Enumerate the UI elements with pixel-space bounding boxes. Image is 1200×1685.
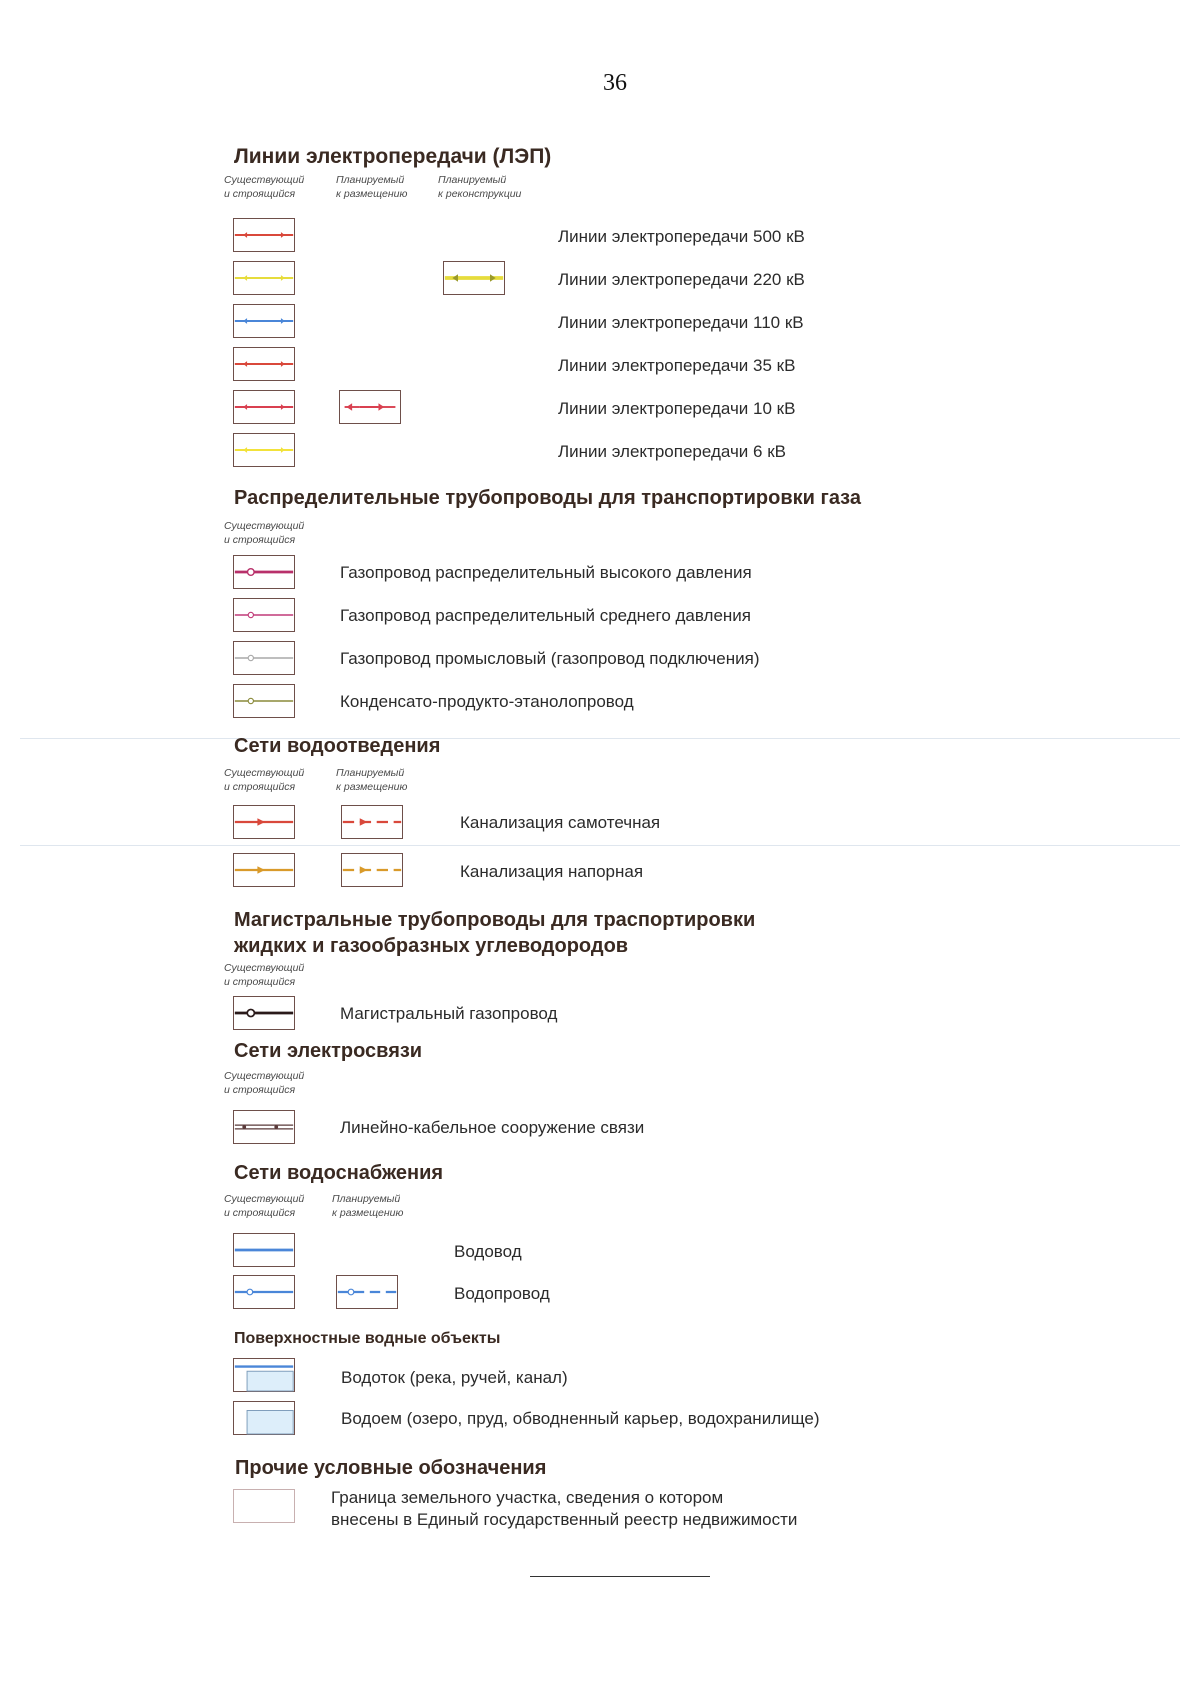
condensate-pipeline-symbol	[233, 684, 295, 718]
section-title-other: Прочие условные обозначения	[235, 1457, 547, 1479]
section-title-power: Линии электропередачи (ЛЭП)	[234, 145, 552, 168]
main-gas-pipeline-label: Магистральный газопровод	[340, 1004, 558, 1023]
power-220kv-reconstruction-symbol	[443, 261, 505, 295]
power-220kv-label: Линии электропередачи 220 кВ	[558, 270, 805, 289]
section-title-surface-water: Поверхностные водные объекты	[234, 1330, 501, 1347]
gas-high-pressure-symbol	[233, 555, 295, 589]
main-gas-pipeline-symbol	[233, 996, 295, 1030]
sewer-pressure-label: Канализация напорная	[460, 862, 644, 881]
power-10kv-existing-symbol	[233, 390, 295, 424]
col-header-existing: Существующий и строящийся	[224, 520, 305, 546]
water-pipe-existing-symbol	[233, 1275, 295, 1309]
gas-mid-pressure-label: Газопровод распределительный среднего давления	[340, 606, 751, 625]
power-10kv-planned-symbol	[339, 390, 401, 424]
watercourse-label: Водоток (река, ручей, канал)	[341, 1368, 568, 1387]
col-header-planned: Планируемый к размещению	[336, 767, 408, 793]
col-header-existing: Существующий и строящийся	[224, 767, 305, 793]
water-body-label: Водоем (озеро, пруд, обводненный карьер, водохранилище)	[341, 1409, 820, 1428]
col-header-existing: Существующий и строящийся	[224, 174, 305, 200]
section-title-sewer: Сети водоотведения	[234, 735, 441, 757]
section-title-main-pipelines-line2: жидких и газообразных углеводородов	[234, 935, 629, 957]
power-500kv-existing-symbol	[233, 218, 295, 252]
sewer-pressure-existing-symbol	[233, 853, 295, 887]
power-6kv-existing-symbol	[233, 433, 295, 467]
sewer-pressure-planned-symbol	[341, 853, 403, 887]
gas-high-pressure-label: Газопровод распределительный высокого давления	[340, 563, 752, 582]
page-number: 36	[603, 70, 627, 96]
gas-mid-pressure-symbol	[233, 598, 295, 632]
col-header-existing: Существующий и строящийся	[224, 1193, 305, 1219]
condensate-pipeline-label: Конденсато-продукто-этанолопровод	[340, 692, 634, 711]
power-10kv-label: Линии электропередачи 10 кВ	[558, 399, 796, 418]
section-title-telecom: Сети электросвязи	[234, 1040, 423, 1062]
power-110kv-existing-symbol	[233, 304, 295, 338]
water-pipe-label: Водопровод	[454, 1284, 550, 1303]
col-header-existing: Существующий и строящийся	[224, 962, 305, 988]
water-main-symbol	[233, 1233, 295, 1267]
col-header-existing: Существующий и строящийся	[224, 1070, 305, 1096]
power-6kv-label: Линии электропередачи 6 кВ	[558, 442, 786, 461]
section-title-gas-distribution: Распределительные трубопроводы для транспортировки газа	[234, 487, 861, 509]
sewer-gravity-planned-symbol	[341, 805, 403, 839]
land-plot-boundary-symbol	[233, 1489, 295, 1523]
gas-field-symbol	[233, 641, 295, 675]
power-35kv-existing-symbol	[233, 347, 295, 381]
bottom-rule	[530, 1576, 710, 1577]
col-header-reconstruction: Планируемый к реконструкции	[438, 174, 522, 200]
power-500kv-label: Линии электропередачи 500 кВ	[558, 227, 805, 246]
sewer-gravity-existing-symbol	[233, 805, 295, 839]
water-body-symbol	[233, 1401, 295, 1435]
section-title-main-pipelines-line1: Магистральные трубопроводы для траспортировки	[234, 909, 756, 931]
telecom-cable-label: Линейно-кабельное сооружение связи	[340, 1118, 645, 1137]
section-title-water-supply: Сети водоснабжения	[234, 1162, 444, 1184]
sewer-gravity-label: Канализация самотечная	[460, 813, 661, 832]
power-220kv-existing-symbol	[233, 261, 295, 295]
gas-field-label: Газопровод промысловый (газопровод подключения)	[340, 649, 760, 668]
land-plot-boundary-label-line1: Граница земельного участка, сведения о котором	[331, 1488, 724, 1507]
col-header-planned: Планируемый к размещению	[336, 174, 408, 200]
land-plot-boundary-label	[331, 1487, 797, 1531]
land-plot-boundary-label-line2: внесены в Единый государственный реестр недвижимости	[331, 1510, 798, 1529]
water-main-label: Водовод	[454, 1242, 522, 1261]
power-35kv-label: Линии электропередачи 35 кВ	[558, 356, 796, 375]
telecom-cable-symbol	[233, 1110, 295, 1144]
water-pipe-planned-symbol	[336, 1275, 398, 1309]
power-110kv-label: Линии электропередачи 110 кВ	[558, 313, 804, 332]
watercourse-symbol	[233, 1358, 295, 1392]
col-header-planned: Планируемый к размещению	[332, 1193, 404, 1219]
